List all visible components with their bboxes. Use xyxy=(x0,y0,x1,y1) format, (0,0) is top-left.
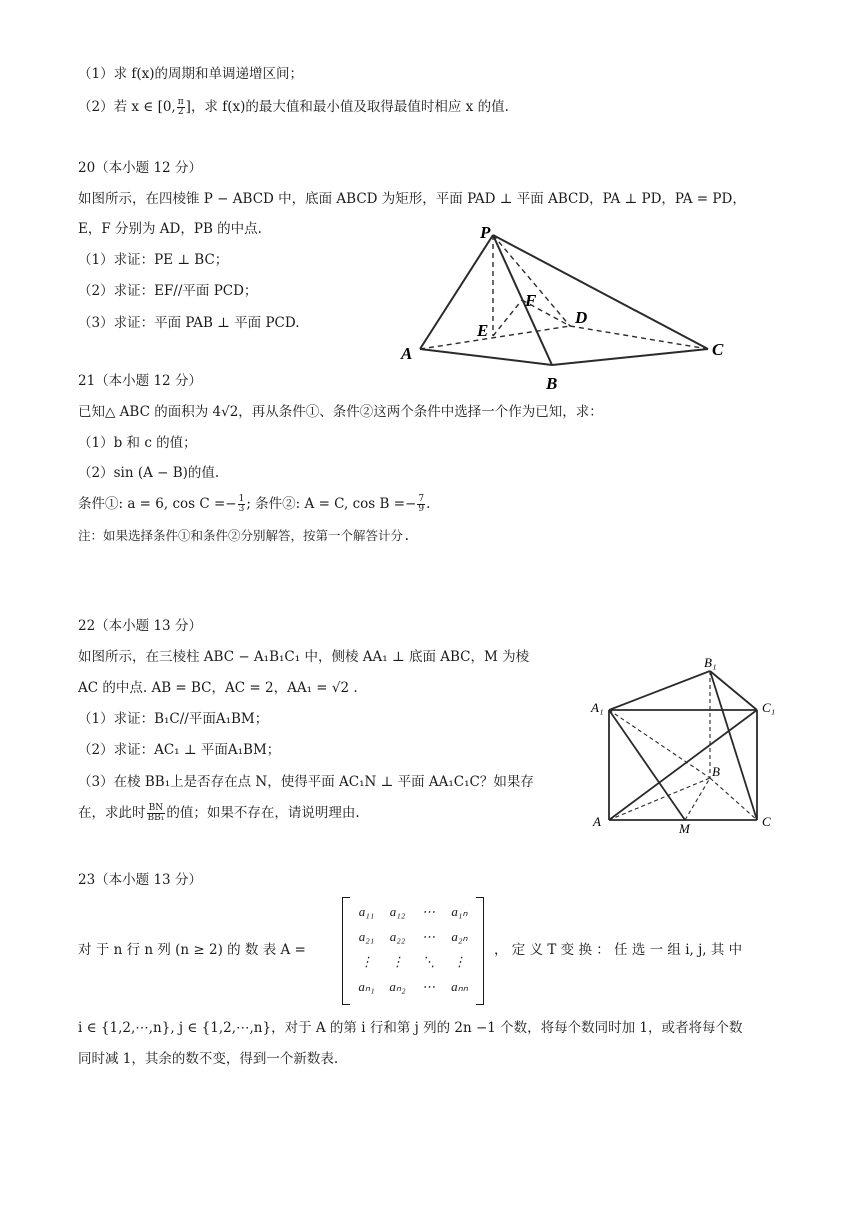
q22-part1: （1）求证：B₁C//平面A₁BM； xyxy=(78,711,269,727)
matrix-right-bracket xyxy=(476,897,484,1005)
matrix-cell: ⋯ xyxy=(422,903,435,919)
pyramid-figure xyxy=(395,218,735,398)
label-D: D xyxy=(575,308,588,327)
label-A: A xyxy=(401,344,413,363)
q21-conditions xyxy=(78,494,430,514)
label-B: B xyxy=(712,764,720,779)
q23-header: 23（本小题 13 分） xyxy=(78,872,202,888)
label-B1: B₁ xyxy=(704,655,717,670)
q22-part2: （2）求证：AC₁ ⊥ 平面A₁BM； xyxy=(78,742,281,758)
q22-ratio-den: BB₁ xyxy=(147,813,165,823)
matrix-row xyxy=(351,924,475,949)
matrix-cell: ⋯ xyxy=(422,978,435,994)
q20-part2: （2）求证：EF//平面 PCD； xyxy=(78,283,258,299)
q19-part2-tail: ，求 f(x)的最大值和最小值及取得最值时相应 x 的值. xyxy=(190,99,509,115)
q22-ratio-num: BN xyxy=(147,804,166,814)
matrix-row xyxy=(351,949,475,974)
q20-part3: （3）求证：平面 PAB ⊥ 平面 PCD. xyxy=(78,315,300,331)
q21-frac2-den: 9 xyxy=(418,504,425,514)
matrix-cell: a₂₂ xyxy=(389,928,406,944)
matrix-cell: a₁ₙ xyxy=(451,903,468,919)
matrix-cell: aₙ₁ xyxy=(358,978,375,994)
q22-stem-line1: 如图所示，在三棱柱 ABC − A₁B₁C₁ 中，侧棱 AA₁ ⊥ 底面 ABC，M 为棱 xyxy=(78,649,530,665)
q21-cond-end: . xyxy=(426,496,431,512)
q21-frac1-den: 3 xyxy=(238,504,245,514)
matrix-cell: a₁₁ xyxy=(358,903,375,919)
q19-pi: π xyxy=(177,97,184,107)
q22-ratio xyxy=(147,804,166,823)
matrix-cell: a₂₁ xyxy=(358,928,375,944)
q22-part3-cont xyxy=(78,803,360,823)
q21-part1: （1）b 和 c 的值； xyxy=(78,435,197,451)
q19-pi-half xyxy=(177,98,185,117)
label-A1: A₁ xyxy=(591,700,604,715)
matrix-cell: ⋮ xyxy=(453,953,466,969)
matrix-left-bracket xyxy=(342,897,350,1005)
matrix-cell: ⋮ xyxy=(360,953,373,969)
matrix-cell: ⋱ xyxy=(422,953,435,969)
q23-line3: 同时减 1，其余的数不变，得到一个新数表. xyxy=(78,1051,339,1067)
q21-header: 21（本小题 12 分） xyxy=(78,373,202,389)
q22-part3-lead: 在，求此时 xyxy=(78,805,146,821)
q21-part2: （2）sin (A − B)的值. xyxy=(78,465,220,481)
label-P: P xyxy=(480,223,491,242)
label-C: C xyxy=(762,814,771,829)
q19-part1: （1）求 f(x)的周期和单调递增区间； xyxy=(78,66,304,82)
matrix-cell: a₁₂ xyxy=(389,903,406,919)
q19-interval-right: ] xyxy=(185,99,191,115)
prism-figure xyxy=(588,652,788,837)
q23-line2: i ∈ {1,2,⋯,n}, j ∈ {1,2,⋯,n}，对于 A 的第 i 行和第 j 列的 2n −1 个数，将每个数同时加 1，或者将每个数 xyxy=(78,1020,743,1036)
label-F: F xyxy=(525,291,537,310)
q21-note: 注：如果选择条件①和条件②分别解答，按第一个解答计分. xyxy=(78,528,411,543)
q21-cond2-text: ; 条件②: A = C, cos B =− xyxy=(246,496,417,512)
q22-part3-tail: 的值；如果不存在，请说明理由. xyxy=(166,805,360,821)
q19-interval-left: [0, xyxy=(157,99,176,115)
q21-frac-one-third xyxy=(238,495,246,514)
q19-two: 2 xyxy=(177,107,184,117)
q21-frac2-num: 7 xyxy=(418,494,425,504)
label-M: M xyxy=(679,821,690,836)
matrix-cell: aₙₙ xyxy=(451,978,468,994)
q23-trail: ， 定 义 T 变 换 ： 任 选 一 组 i, j, 其 中 xyxy=(494,942,743,958)
label-A: A xyxy=(593,814,601,829)
matrix-A xyxy=(342,897,484,1003)
q21-frac-seven-ninths xyxy=(417,495,425,514)
q22-header: 22（本小题 13 分） xyxy=(78,618,202,634)
label-C: C xyxy=(712,340,724,359)
label-C1: C₁ xyxy=(762,700,776,715)
matrix-row xyxy=(351,974,475,999)
matrix-cell: ⋯ xyxy=(422,928,435,944)
matrix-table xyxy=(351,899,475,999)
matrix-cell: ⋮ xyxy=(391,953,404,969)
q21-stem: 已知△ ABC 的面积为 4√2，再从条件①、条件②这两个条件中选择一个作为已知，求： xyxy=(78,404,603,420)
matrix-row xyxy=(351,899,475,924)
matrix-cell: a₂ₙ xyxy=(451,928,468,944)
q20-stem-line1: 如图所示，在四棱锥 P − ABCD 中，底面 ABCD 为矩形，平面 PAD ⊥ 平面 ABCD，PA ⊥ PD，PA = PD， xyxy=(78,191,746,207)
label-E: E xyxy=(477,321,489,340)
q19-part2-lead: （2）若 x ∈ xyxy=(78,99,158,115)
q23-lead: 对 于 n 行 n 列 (n ≥ 2) 的 数 表 A = xyxy=(78,942,306,958)
q22-part3: （3）在棱 BB₁上是否存在点 N，使得平面 AC₁N ⊥ 平面 AA₁C₁C？如果存 xyxy=(78,774,534,790)
label-B: B xyxy=(546,374,558,393)
q22-stem-line2: AC 的中点. AB = BC，AC = 2，AA₁ = √2 . xyxy=(78,680,358,696)
matrix-cell: aₙ₂ xyxy=(389,978,406,994)
q21-cond1-text: 条件①: a = 6, cos C =− xyxy=(78,496,237,512)
q19-part2 xyxy=(78,97,509,117)
q21-frac1-num: 1 xyxy=(238,494,245,504)
q20-stem-line2: E，F 分别为 AD，PB 的中点. xyxy=(78,221,262,237)
q20-header: 20（本小题 12 分） xyxy=(78,160,202,176)
q20-part1: （1）求证：PE ⊥ BC； xyxy=(78,252,229,268)
